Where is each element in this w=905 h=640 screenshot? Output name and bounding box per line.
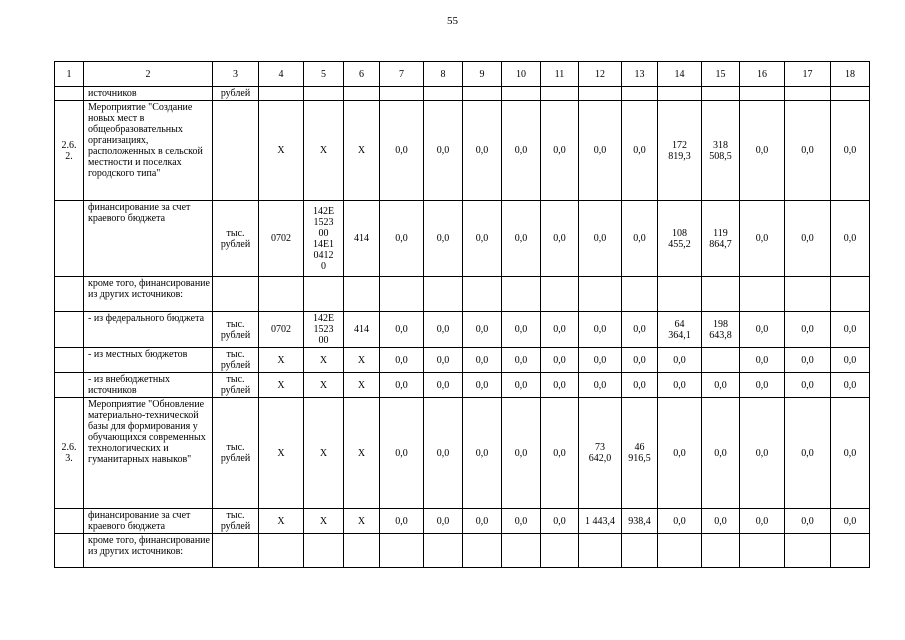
table-cell: 414 bbox=[344, 312, 380, 348]
table-cell: X bbox=[344, 101, 380, 201]
table-cell: 0,0 bbox=[541, 398, 579, 509]
table-cell bbox=[344, 87, 380, 101]
table-cell: 0,0 bbox=[785, 201, 831, 277]
table-cell: 0,0 bbox=[622, 312, 658, 348]
table-cell: 0,0 bbox=[424, 373, 463, 398]
table-cell: 0,0 bbox=[622, 101, 658, 201]
table-cell bbox=[702, 277, 740, 312]
table-cell bbox=[785, 534, 831, 568]
table-row bbox=[55, 87, 870, 101]
table-cell bbox=[831, 87, 870, 101]
table-row bbox=[55, 277, 870, 312]
table-cell bbox=[831, 277, 870, 312]
table-cell: 0,0 bbox=[579, 201, 622, 277]
table-cell bbox=[55, 312, 84, 348]
header-cell: 12 bbox=[579, 62, 622, 87]
table-cell: 0,0 bbox=[579, 101, 622, 201]
table-cell: 0,0 bbox=[541, 101, 579, 201]
table-cell: 0,0 bbox=[502, 201, 541, 277]
item-name-cell: - из федерального бюджета bbox=[84, 312, 213, 348]
table-cell: X bbox=[304, 509, 344, 534]
table-cell: 0,0 bbox=[541, 373, 579, 398]
table-cell bbox=[55, 534, 84, 568]
table-cell: 1 443,4 bbox=[579, 509, 622, 534]
table-cell bbox=[502, 534, 541, 568]
table-cell: 0,0 bbox=[622, 201, 658, 277]
table-cell bbox=[541, 87, 579, 101]
table-cell: 0,0 bbox=[658, 398, 702, 509]
table-cell: 0,0 bbox=[424, 348, 463, 373]
table-row bbox=[55, 534, 870, 568]
table-cell: 938,4 bbox=[622, 509, 658, 534]
header-cell: 10 bbox=[502, 62, 541, 87]
table-cell: 0,0 bbox=[541, 509, 579, 534]
item-name-cell: финансирование за счет краевого бюджета bbox=[84, 509, 213, 534]
table-cell: 0,0 bbox=[785, 348, 831, 373]
table-cell bbox=[55, 277, 84, 312]
table-cell: X bbox=[304, 398, 344, 509]
table-cell bbox=[658, 534, 702, 568]
table-cell: X bbox=[259, 348, 304, 373]
header-cell: 8 bbox=[424, 62, 463, 87]
budget-table bbox=[54, 61, 870, 568]
table-cell: 0,0 bbox=[380, 509, 424, 534]
header-cell: 14 bbox=[658, 62, 702, 87]
table-cell: 0,0 bbox=[702, 373, 740, 398]
table-cell: 0,0 bbox=[502, 509, 541, 534]
table-cell bbox=[541, 534, 579, 568]
table-cell bbox=[55, 87, 84, 101]
table-cell: 0,0 bbox=[463, 348, 502, 373]
table-cell bbox=[702, 534, 740, 568]
table-cell bbox=[740, 534, 785, 568]
table-cell bbox=[463, 277, 502, 312]
table-cell bbox=[304, 534, 344, 568]
table-cell: 0,0 bbox=[831, 398, 870, 509]
table-cell bbox=[702, 348, 740, 373]
table-cell: 0,0 bbox=[380, 101, 424, 201]
table-cell bbox=[579, 277, 622, 312]
table-cell bbox=[304, 87, 344, 101]
item-name-cell: Мероприятие "Обновление материально-технической базы для формирования у обучающихся современных технологических и гуманитарных навыков" bbox=[84, 398, 213, 509]
table-cell: тыс. рублей bbox=[213, 373, 259, 398]
table-cell bbox=[213, 101, 259, 201]
table-cell: X bbox=[259, 398, 304, 509]
table-cell bbox=[622, 534, 658, 568]
table-cell bbox=[304, 277, 344, 312]
table-cell: тыс. рублей bbox=[213, 312, 259, 348]
table-cell: 0,0 bbox=[785, 101, 831, 201]
table-cell: 0,0 bbox=[541, 312, 579, 348]
table-cell bbox=[502, 87, 541, 101]
table-cell: 0,0 bbox=[740, 509, 785, 534]
table-cell: 0702 bbox=[259, 201, 304, 277]
table-cell: 0,0 bbox=[424, 101, 463, 201]
table-cell bbox=[658, 277, 702, 312]
item-name-cell: - из местных бюджетов bbox=[84, 348, 213, 373]
table-cell: 0,0 bbox=[740, 348, 785, 373]
table-cell: 0,0 bbox=[380, 373, 424, 398]
table-cell: 0,0 bbox=[541, 201, 579, 277]
table-cell: 0,0 bbox=[785, 509, 831, 534]
table-cell: 0,0 bbox=[502, 312, 541, 348]
table-cell bbox=[424, 277, 463, 312]
table-cell: X bbox=[344, 398, 380, 509]
table-cell: 0,0 bbox=[740, 312, 785, 348]
table-cell: 0,0 bbox=[424, 509, 463, 534]
item-name-cell: источников bbox=[84, 87, 213, 101]
header-cell: 18 bbox=[831, 62, 870, 87]
table-cell: 0,0 bbox=[831, 201, 870, 277]
header-row bbox=[55, 62, 870, 87]
table-cell: 0,0 bbox=[702, 398, 740, 509]
header-cell: 11 bbox=[541, 62, 579, 87]
table-cell: 2.6. 2. bbox=[55, 101, 84, 201]
table-cell: X bbox=[344, 373, 380, 398]
table-cell: X bbox=[304, 373, 344, 398]
table-cell: 0,0 bbox=[702, 509, 740, 534]
table-cell: 0,0 bbox=[740, 201, 785, 277]
header-cell: 15 bbox=[702, 62, 740, 87]
table-cell bbox=[424, 534, 463, 568]
table-cell: 119 864,7 bbox=[702, 201, 740, 277]
table-cell: 0,0 bbox=[424, 398, 463, 509]
table-cell: 0,0 bbox=[463, 101, 502, 201]
table-cell: 0,0 bbox=[740, 373, 785, 398]
table-cell bbox=[463, 534, 502, 568]
header-cell: 1 bbox=[55, 62, 84, 87]
table-cell bbox=[579, 87, 622, 101]
table-cell: 142Е 1523 00 bbox=[304, 312, 344, 348]
header-cell: 9 bbox=[463, 62, 502, 87]
table-cell: 0,0 bbox=[622, 373, 658, 398]
table-cell: 0,0 bbox=[622, 348, 658, 373]
header-cell: 7 bbox=[380, 62, 424, 87]
table-cell: 0,0 bbox=[785, 312, 831, 348]
table-cell bbox=[380, 534, 424, 568]
table-cell: 0,0 bbox=[579, 373, 622, 398]
table-cell: 0,0 bbox=[502, 373, 541, 398]
table-cell: 64 364,1 bbox=[658, 312, 702, 348]
table-cell: 0,0 bbox=[740, 398, 785, 509]
table-cell: X bbox=[259, 373, 304, 398]
table-row bbox=[55, 201, 870, 277]
table-cell bbox=[658, 87, 702, 101]
header-cell: 3 bbox=[213, 62, 259, 87]
table-cell bbox=[702, 87, 740, 101]
header-cell: 13 bbox=[622, 62, 658, 87]
table-cell: X bbox=[259, 101, 304, 201]
table-cell bbox=[622, 87, 658, 101]
table-cell: 0,0 bbox=[658, 373, 702, 398]
table-cell bbox=[55, 201, 84, 277]
table-cell: 0,0 bbox=[740, 101, 785, 201]
table-cell: 0,0 bbox=[785, 373, 831, 398]
table-cell: X bbox=[304, 101, 344, 201]
table-cell bbox=[502, 277, 541, 312]
table-cell: 198 643,8 bbox=[702, 312, 740, 348]
table-cell: X bbox=[344, 348, 380, 373]
header-cell: 2 bbox=[84, 62, 213, 87]
table-cell: 0,0 bbox=[831, 101, 870, 201]
table-cell: 0,0 bbox=[380, 201, 424, 277]
table-cell: X bbox=[259, 509, 304, 534]
table-cell: 73 642,0 bbox=[579, 398, 622, 509]
table-cell: 0,0 bbox=[463, 312, 502, 348]
table-cell bbox=[55, 509, 84, 534]
table-cell: 0,0 bbox=[424, 312, 463, 348]
item-name-cell: - из внебюджетных источников bbox=[84, 373, 213, 398]
table-cell: тыс. рублей bbox=[213, 398, 259, 509]
table-cell: 0,0 bbox=[463, 373, 502, 398]
table-cell: 0,0 bbox=[463, 509, 502, 534]
table-cell: 0,0 bbox=[502, 101, 541, 201]
item-name-cell: кроме того, финансирование из других источников: bbox=[84, 277, 213, 312]
table-cell: 318 508,5 bbox=[702, 101, 740, 201]
table-cell: 0,0 bbox=[658, 509, 702, 534]
table-cell bbox=[55, 373, 84, 398]
table-row bbox=[55, 312, 870, 348]
header-cell: 4 bbox=[259, 62, 304, 87]
table-cell: 0,0 bbox=[831, 312, 870, 348]
table-cell: 0,0 bbox=[658, 348, 702, 373]
table-cell: тыс. рублей bbox=[213, 201, 259, 277]
table-cell bbox=[213, 534, 259, 568]
page-number: 55 bbox=[447, 15, 458, 27]
table-cell: 0,0 bbox=[785, 398, 831, 509]
table-cell bbox=[259, 534, 304, 568]
table-cell: рублей bbox=[213, 87, 259, 101]
table-row bbox=[55, 373, 870, 398]
table-cell: тыс. рублей bbox=[213, 509, 259, 534]
table-cell bbox=[622, 277, 658, 312]
table-row bbox=[55, 398, 870, 509]
table-cell bbox=[424, 87, 463, 101]
table-cell: 0702 bbox=[259, 312, 304, 348]
item-name-cell: Мероприятие "Создание новых мест в общеобразовательных организациях, расположенных в сельской местности и поселках городского типа" bbox=[84, 101, 213, 201]
header-cell: 5 bbox=[304, 62, 344, 87]
table-cell bbox=[579, 534, 622, 568]
table-cell bbox=[344, 534, 380, 568]
item-name-cell: финансирование за счет краевого бюджета bbox=[84, 201, 213, 277]
table-cell bbox=[55, 348, 84, 373]
table-cell: 0,0 bbox=[463, 398, 502, 509]
table-cell bbox=[785, 87, 831, 101]
table-cell: 108 455,2 bbox=[658, 201, 702, 277]
table-cell bbox=[344, 277, 380, 312]
table-cell: 0,0 bbox=[502, 398, 541, 509]
table-cell: 172 819,3 bbox=[658, 101, 702, 201]
table-cell: 0,0 bbox=[380, 398, 424, 509]
table-cell: 46 916,5 bbox=[622, 398, 658, 509]
table-cell: тыс. рублей bbox=[213, 348, 259, 373]
table-cell bbox=[740, 277, 785, 312]
table-row bbox=[55, 101, 870, 201]
table-row bbox=[55, 348, 870, 373]
table-cell bbox=[831, 534, 870, 568]
table-cell bbox=[213, 277, 259, 312]
table-cell bbox=[541, 277, 579, 312]
table-cell: 142Е 1523 00 14Е1 0412 0 bbox=[304, 201, 344, 277]
table-cell bbox=[740, 87, 785, 101]
table-cell: 0,0 bbox=[380, 312, 424, 348]
table-cell bbox=[380, 87, 424, 101]
table-row bbox=[55, 509, 870, 534]
table-cell: 0,0 bbox=[541, 348, 579, 373]
table-cell: 0,0 bbox=[380, 348, 424, 373]
table-cell: 0,0 bbox=[424, 201, 463, 277]
table-cell: 414 bbox=[344, 201, 380, 277]
item-name-cell: кроме того, финансирование из других источников: bbox=[84, 534, 213, 568]
table-cell: X bbox=[304, 348, 344, 373]
table-cell: X bbox=[344, 509, 380, 534]
table-cell bbox=[785, 277, 831, 312]
table-cell: 2.6. 3. bbox=[55, 398, 84, 509]
header-cell: 17 bbox=[785, 62, 831, 87]
table-cell: 0,0 bbox=[579, 348, 622, 373]
header-cell: 6 bbox=[344, 62, 380, 87]
table-cell: 0,0 bbox=[831, 509, 870, 534]
table-cell: 0,0 bbox=[463, 201, 502, 277]
table-cell bbox=[259, 87, 304, 101]
table-cell: 0,0 bbox=[831, 348, 870, 373]
table-cell bbox=[463, 87, 502, 101]
table-cell: 0,0 bbox=[831, 373, 870, 398]
table-cell bbox=[259, 277, 304, 312]
header-cell: 16 bbox=[740, 62, 785, 87]
table-cell: 0,0 bbox=[502, 348, 541, 373]
table-cell bbox=[380, 277, 424, 312]
table-cell: 0,0 bbox=[579, 312, 622, 348]
